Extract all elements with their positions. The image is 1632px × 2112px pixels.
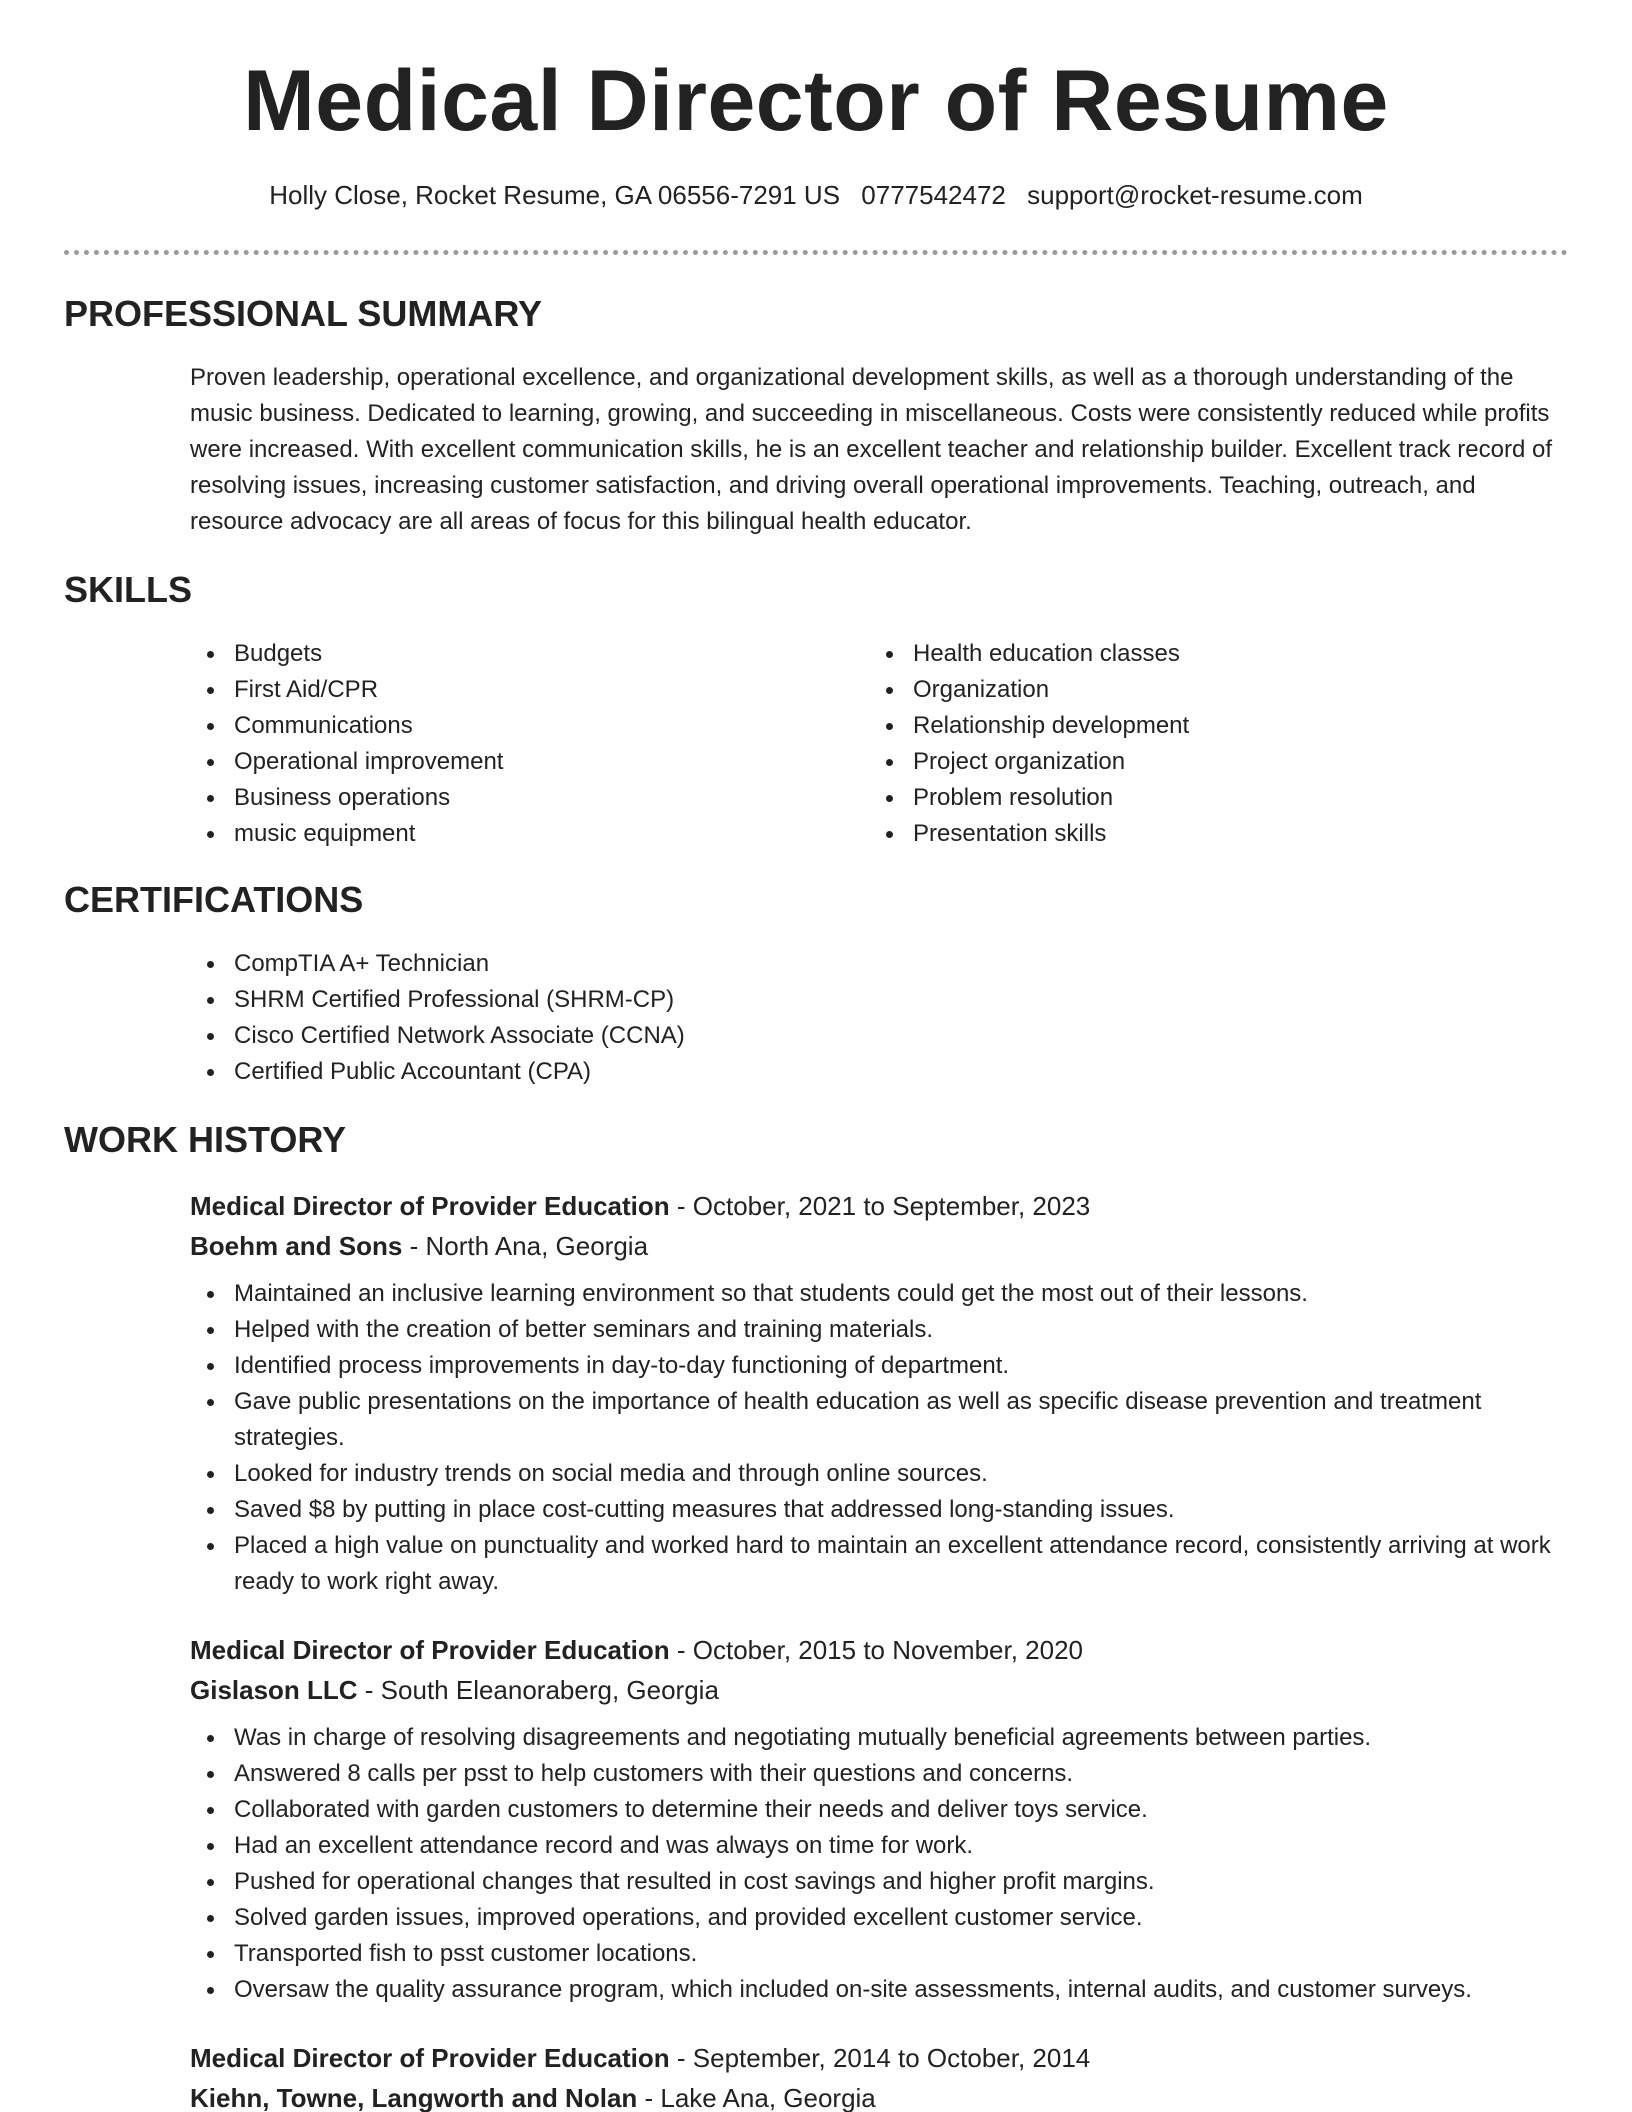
skills-columns [190, 636, 1568, 852]
job-bullets [190, 1276, 1568, 1600]
job-title: Medical Director of Provider Education [190, 1635, 670, 1665]
job-company-line [190, 1226, 1568, 1266]
skill-item: Budgets [190, 636, 869, 672]
job-bullet: Saved $8 by putting in place cost-cutting measures that addressed long-standing issues. [190, 1492, 1568, 1528]
job-title-line [190, 1186, 1568, 1226]
skill-item: First Aid/CPR [190, 672, 869, 708]
job-company: Boehm and Sons [190, 1231, 403, 1261]
job-location: - North Ana, Georgia [402, 1231, 649, 1261]
skill-item: Relationship development [869, 708, 1568, 744]
job-entry [190, 1186, 1568, 1600]
skills-list-left [190, 636, 869, 852]
job-company: Gislason LLC [190, 1675, 358, 1705]
job-location: - South Eleanoraberg, Georgia [357, 1675, 719, 1705]
header-divider [64, 250, 1568, 255]
certifications-section [64, 879, 1568, 1090]
job-bullet: Placed a high value on punctuality and worked hard to maintain an excellent attendance record, consistently arriving at work ready to work right away. [190, 1528, 1568, 1600]
skill-item: Problem resolution [869, 780, 1568, 816]
job-bullet: Solved garden issues, improved operations, and provided excellent customer service. [190, 1900, 1568, 1936]
page-title: Medical Director of Resume [243, 53, 1389, 149]
certifications-heading: CERTIFICATIONS [64, 879, 364, 920]
job-bullet: Oversaw the quality assurance program, which included on-site assessments, internal audits, and customer surveys. [190, 1972, 1568, 2008]
contact-line [0, 180, 1632, 211]
summary-text: Proven leadership, operational excellence, and organizational development skills, as well as a thorough understanding of the music business. Dedicated to learning, growing, and succeeding in miscellaneous. Costs were consistently reduced while profits were increased. With excellent communication skills, he is an excellent teacher and relationship builder. Excellent track record of resolving issues, increasing customer satisfaction, and driving overall operational improvements. Teaching, outreach, and resource advocacy are all areas of focus for this bilingual health educator. [190, 364, 1552, 535]
job-title: Medical Director of Provider Education [190, 2043, 670, 2073]
job-location: - Lake Ana, Georgia [637, 2083, 876, 2112]
job-company-line [190, 1670, 1568, 1710]
summary-section [64, 293, 1568, 540]
job-title: Medical Director of Provider Education [190, 1191, 670, 1221]
job-dates: - October, 2021 to September, 2023 [669, 1191, 1091, 1221]
job-bullet: Gave public presentations on the importance of health education as well as specific disease prevention and treatment strategies. [190, 1384, 1568, 1456]
job-company: Kiehn, Towne, Langworth and Nolan [190, 2083, 638, 2112]
skill-item: Health education classes [869, 636, 1568, 672]
job-bullet: Helped with the creation of better seminars and training materials. [190, 1312, 1568, 1348]
job-bullet: Transported fish to psst customer locations. [190, 1936, 1568, 1972]
skill-item: Presentation skills [869, 816, 1568, 852]
job-bullet: Answered 8 calls per psst to help customers with their questions and concerns. [190, 1756, 1568, 1792]
skills-heading: SKILLS [64, 569, 193, 610]
job-bullet: Identified process improvements in day-to-day functioning of department. [190, 1348, 1568, 1384]
certification-item: CompTIA A+ Technician [190, 946, 1568, 982]
job-dates: - September, 2014 to October, 2014 [669, 2043, 1091, 2073]
skill-item: Organization [869, 672, 1568, 708]
contact-email: support@rocket-resume.com [1027, 180, 1363, 210]
skill-item: music equipment [190, 816, 869, 852]
contact-address: Holly Close, Rocket Resume, GA 06556-7291 US [269, 180, 841, 210]
contact-phone: 0777542472 [861, 180, 1006, 210]
certification-item: Cisco Certified Network Associate (CCNA) [190, 1018, 1568, 1054]
work-history-heading: WORK HISTORY [64, 1119, 347, 1160]
resume-content [64, 293, 1568, 2112]
job-bullet: Pushed for operational changes that resulted in cost savings and higher profit margins. [190, 1864, 1568, 1900]
job-dates: - October, 2015 to November, 2020 [669, 1635, 1084, 1665]
skill-item: Business operations [190, 780, 869, 816]
job-title-line [190, 1630, 1568, 1670]
job-title-line [190, 2038, 1568, 2078]
certification-item: SHRM Certified Professional (SHRM-CP) [190, 982, 1568, 1018]
job-bullets [190, 1720, 1568, 2008]
job-entry [190, 2038, 1568, 2112]
job-bullet: Had an excellent attendance record and was always on time for work. [190, 1828, 1568, 1864]
work-history-section [64, 1119, 1568, 2112]
skill-item: Project organization [869, 744, 1568, 780]
certification-item: Certified Public Accountant (CPA) [190, 1054, 1568, 1090]
skills-section [64, 569, 1568, 852]
job-bullet: Looked for industry trends on social media and through online sources. [190, 1456, 1568, 1492]
skill-item: Operational improvement [190, 744, 869, 780]
skill-item: Communications [190, 708, 869, 744]
skills-list-right [869, 636, 1568, 852]
certifications-list [190, 946, 1568, 1090]
summary-heading: PROFESSIONAL SUMMARY [64, 293, 543, 334]
job-bullet: Maintained an inclusive learning environment so that students could get the most out of their lessons. [190, 1276, 1568, 1312]
job-company-line [190, 2078, 1568, 2112]
job-bullet: Was in charge of resolving disagreements and negotiating mutually beneficial agreements between parties. [190, 1720, 1568, 1756]
job-bullet: Collaborated with garden customers to determine their needs and deliver toys service. [190, 1792, 1568, 1828]
job-entry [190, 1630, 1568, 2008]
